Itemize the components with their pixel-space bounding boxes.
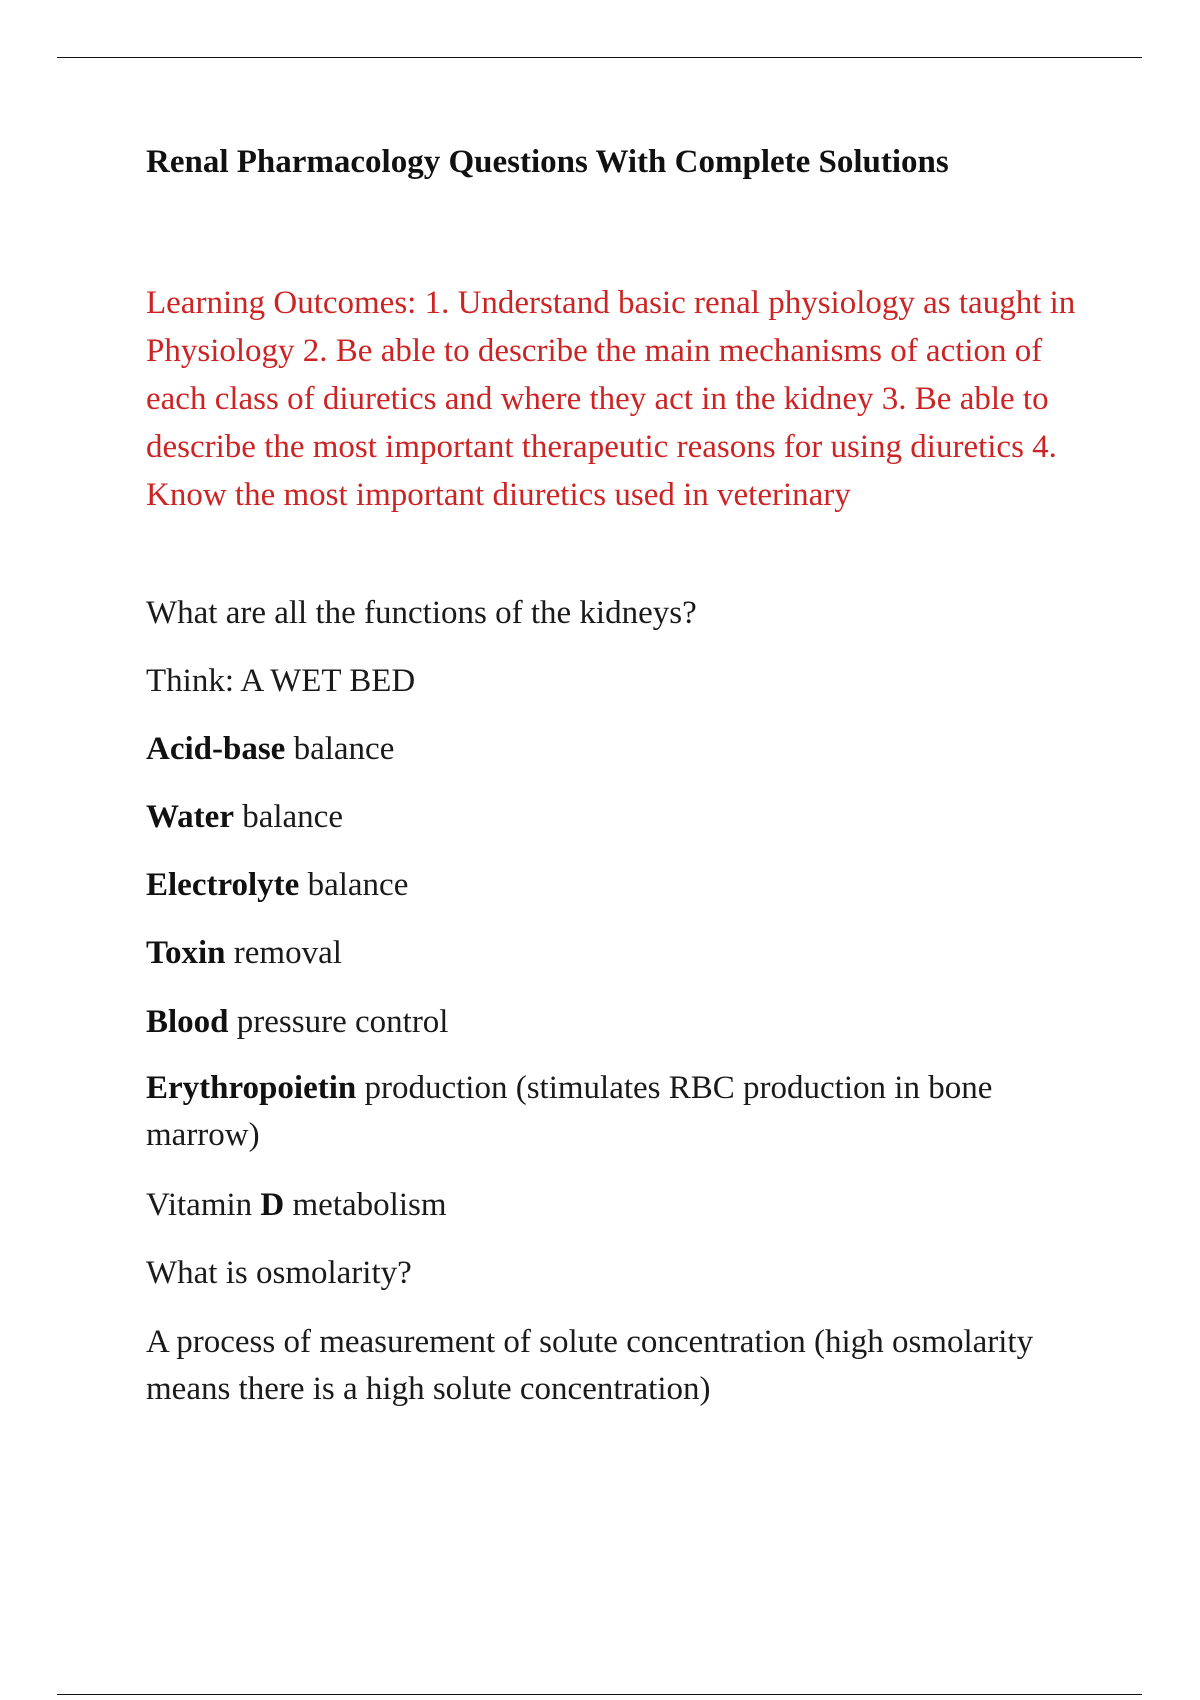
answer-item-rest: pressure control <box>228 1004 449 1040</box>
answer-item-keyword: Electrolyte <box>146 867 300 903</box>
answer-item-keyword: Blood <box>146 1004 229 1040</box>
answer-item <box>146 930 1086 977</box>
answer-text: A process of measurement of solute concentration (high osmolarity means there is a high solute concentration) <box>146 1324 1034 1407</box>
answer-item-keyword: Toxin <box>146 935 226 971</box>
answer-item <box>146 726 1086 773</box>
header-rule <box>57 57 1142 58</box>
answer-item-rest: production (stimulates RBC production in bone marrow) <box>146 1070 993 1153</box>
answer-item <box>146 1182 1086 1229</box>
footer-rule <box>57 1694 1142 1695</box>
answer-item-keyword: Water <box>146 799 234 835</box>
learning-outcomes: Learning Outcomes: 1. Understand basic renal physiology as taught in Physiology 2. Be able to describe the main mechanisms of action of each class of diuretics and where they act in the kidney 3. Be able to describe the most important therapeutic reasons for using diuretics 4. Know the most important diuretics used in veterinary <box>146 285 1076 513</box>
answer-item-keyword: D <box>260 1187 285 1223</box>
answer-item-rest: balance <box>299 867 409 903</box>
answer-item <box>146 794 1086 841</box>
answer-item-prefix: Vitamin <box>146 1187 261 1223</box>
answer-item-keyword: Acid-base <box>146 731 286 767</box>
answer-item-rest: balance <box>285 731 395 767</box>
question-text: What is osmolarity? <box>146 1255 412 1291</box>
answer-item-keyword: Erythropoietin <box>146 1070 357 1106</box>
answer-item <box>146 999 1086 1046</box>
answer-item <box>146 862 1086 909</box>
answer-intro: Think: A WET BED <box>146 663 416 699</box>
answer-item-rest: removal <box>225 935 342 971</box>
answer-item-rest: metabolism <box>284 1187 447 1223</box>
answer-item-rest: balance <box>233 799 343 835</box>
answer-item <box>146 1065 1086 1159</box>
document-title: Renal Pharmacology Questions With Complete Solutions <box>146 144 949 180</box>
question-text: What are all the functions of the kidneys? <box>146 595 697 631</box>
